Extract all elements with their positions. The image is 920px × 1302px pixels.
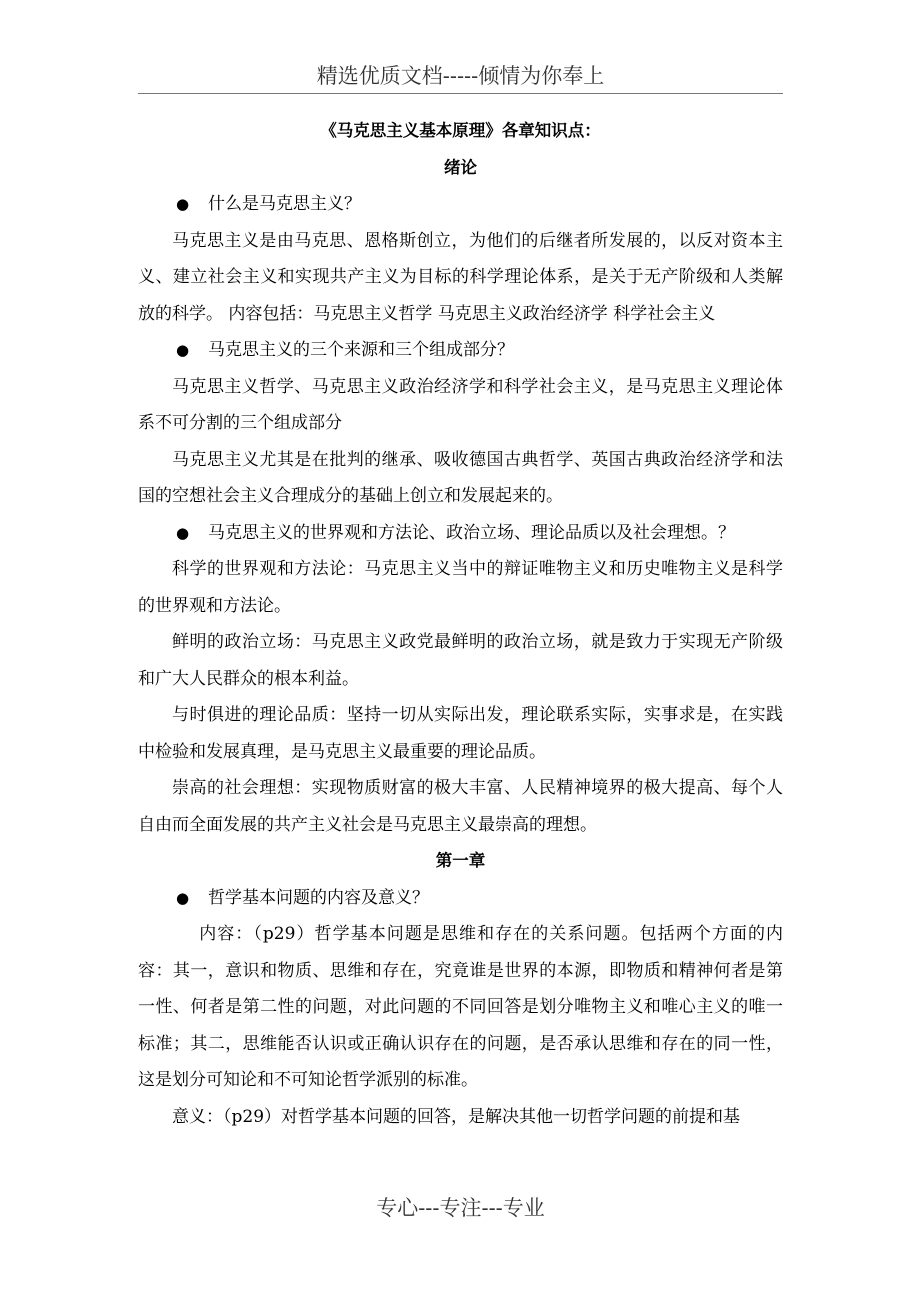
question-text: 马克思主义的世界观和方法论、政治立场、理论品质以及社会理想。？ — [208, 522, 735, 543]
question-text: 什么是马克思主义？ — [208, 194, 361, 214]
bullet-icon: ● — [176, 888, 190, 907]
section-heading-chapter-1: 第一章 — [435, 851, 486, 870]
paragraph: 马克思主义哲学、马克思主义政治经济学和科学社会主义，是马克思主义理论体系不可分割的三个组成部分 — [138, 376, 783, 433]
question-item — [138, 880, 783, 917]
paragraph: 内容：（p29）哲学基本问题是思维和存在的关系问题。包括两个方面的内容：其一，意识和物质、思维和存在，究竟谁是世界的本源，即物质和精神何者是第一性、何者是第二性的问题，对此问题的不同回答是划分唯物主义和唯心主义的唯一标准；其二，思维能否认识或正确认识存在的问题，是否承认思维和存在的同一性，这是划分可知论和不可知论哲学派别的标准。 — [138, 924, 783, 1090]
question-item — [138, 186, 783, 223]
paragraph: 与时俱进的理论品质：坚持一切从实际出发，理论联系实际，实事求是，在实践中检验和发展真理，是马克思主义最重要的理论品质。 — [138, 705, 783, 762]
question-text: 哲学基本问题的内容及意义？ — [208, 887, 429, 908]
header-divider — [138, 93, 783, 94]
page-footer: 专心---专注---专业 — [376, 1196, 545, 1220]
paragraph: 马克思主义是由马克思、恩格斯创立，为他们的后继者所发展的，以反对资本主义、建立社会主义和实现共产主义为目标的科学理论体系，是关于无产阶级和人类解放的科学。 内容包括：马克思主义哲学 马克思主义政治经济学 科学社会主义 — [138, 230, 783, 324]
question-item — [138, 332, 783, 369]
page-header: 精选优质文档-----倾情为你奉上 — [316, 64, 605, 88]
paragraph: 意义：（p29）对哲学基本问题的回答，是解决其他一切哲学问题的前提和基 — [172, 1106, 741, 1127]
bullet-icon: ● — [176, 195, 190, 213]
question-text: 马克思主义的三个来源和三个组成部分？ — [208, 340, 514, 360]
section-heading-intro: 绪论 — [444, 157, 477, 177]
paragraph: 鲜明的政治立场：马克思主义政党最鲜明的政治立场，就是致力于实现无产阶级和广大人民群众的根本利益。 — [138, 632, 783, 689]
document-body — [138, 113, 783, 1135]
paragraph: 科学的世界观和方法论：马克思主义当中的辩证唯物主义和历史唯物主义是科学的世界观和方法论。 — [138, 559, 783, 616]
question-item — [138, 515, 783, 552]
paragraph: 崇高的社会理想：实现物质财富的极大丰富、人民精神境界的极大提高、每个人自由而全面发展的共产主义社会是马克思主义最崇高的理想。 — [138, 778, 783, 835]
document-title: 《马克思主义基本原理》各章知识点： — [320, 121, 601, 140]
bullet-icon: ● — [176, 341, 190, 359]
bullet-icon: ● — [176, 523, 190, 542]
paragraph: 马克思主义尤其是在批判的继承、吸收德国古典哲学、英国古典政治经济学和法国的空想社会主义合理成分的基础上创立和发展起来的。 — [138, 449, 783, 506]
